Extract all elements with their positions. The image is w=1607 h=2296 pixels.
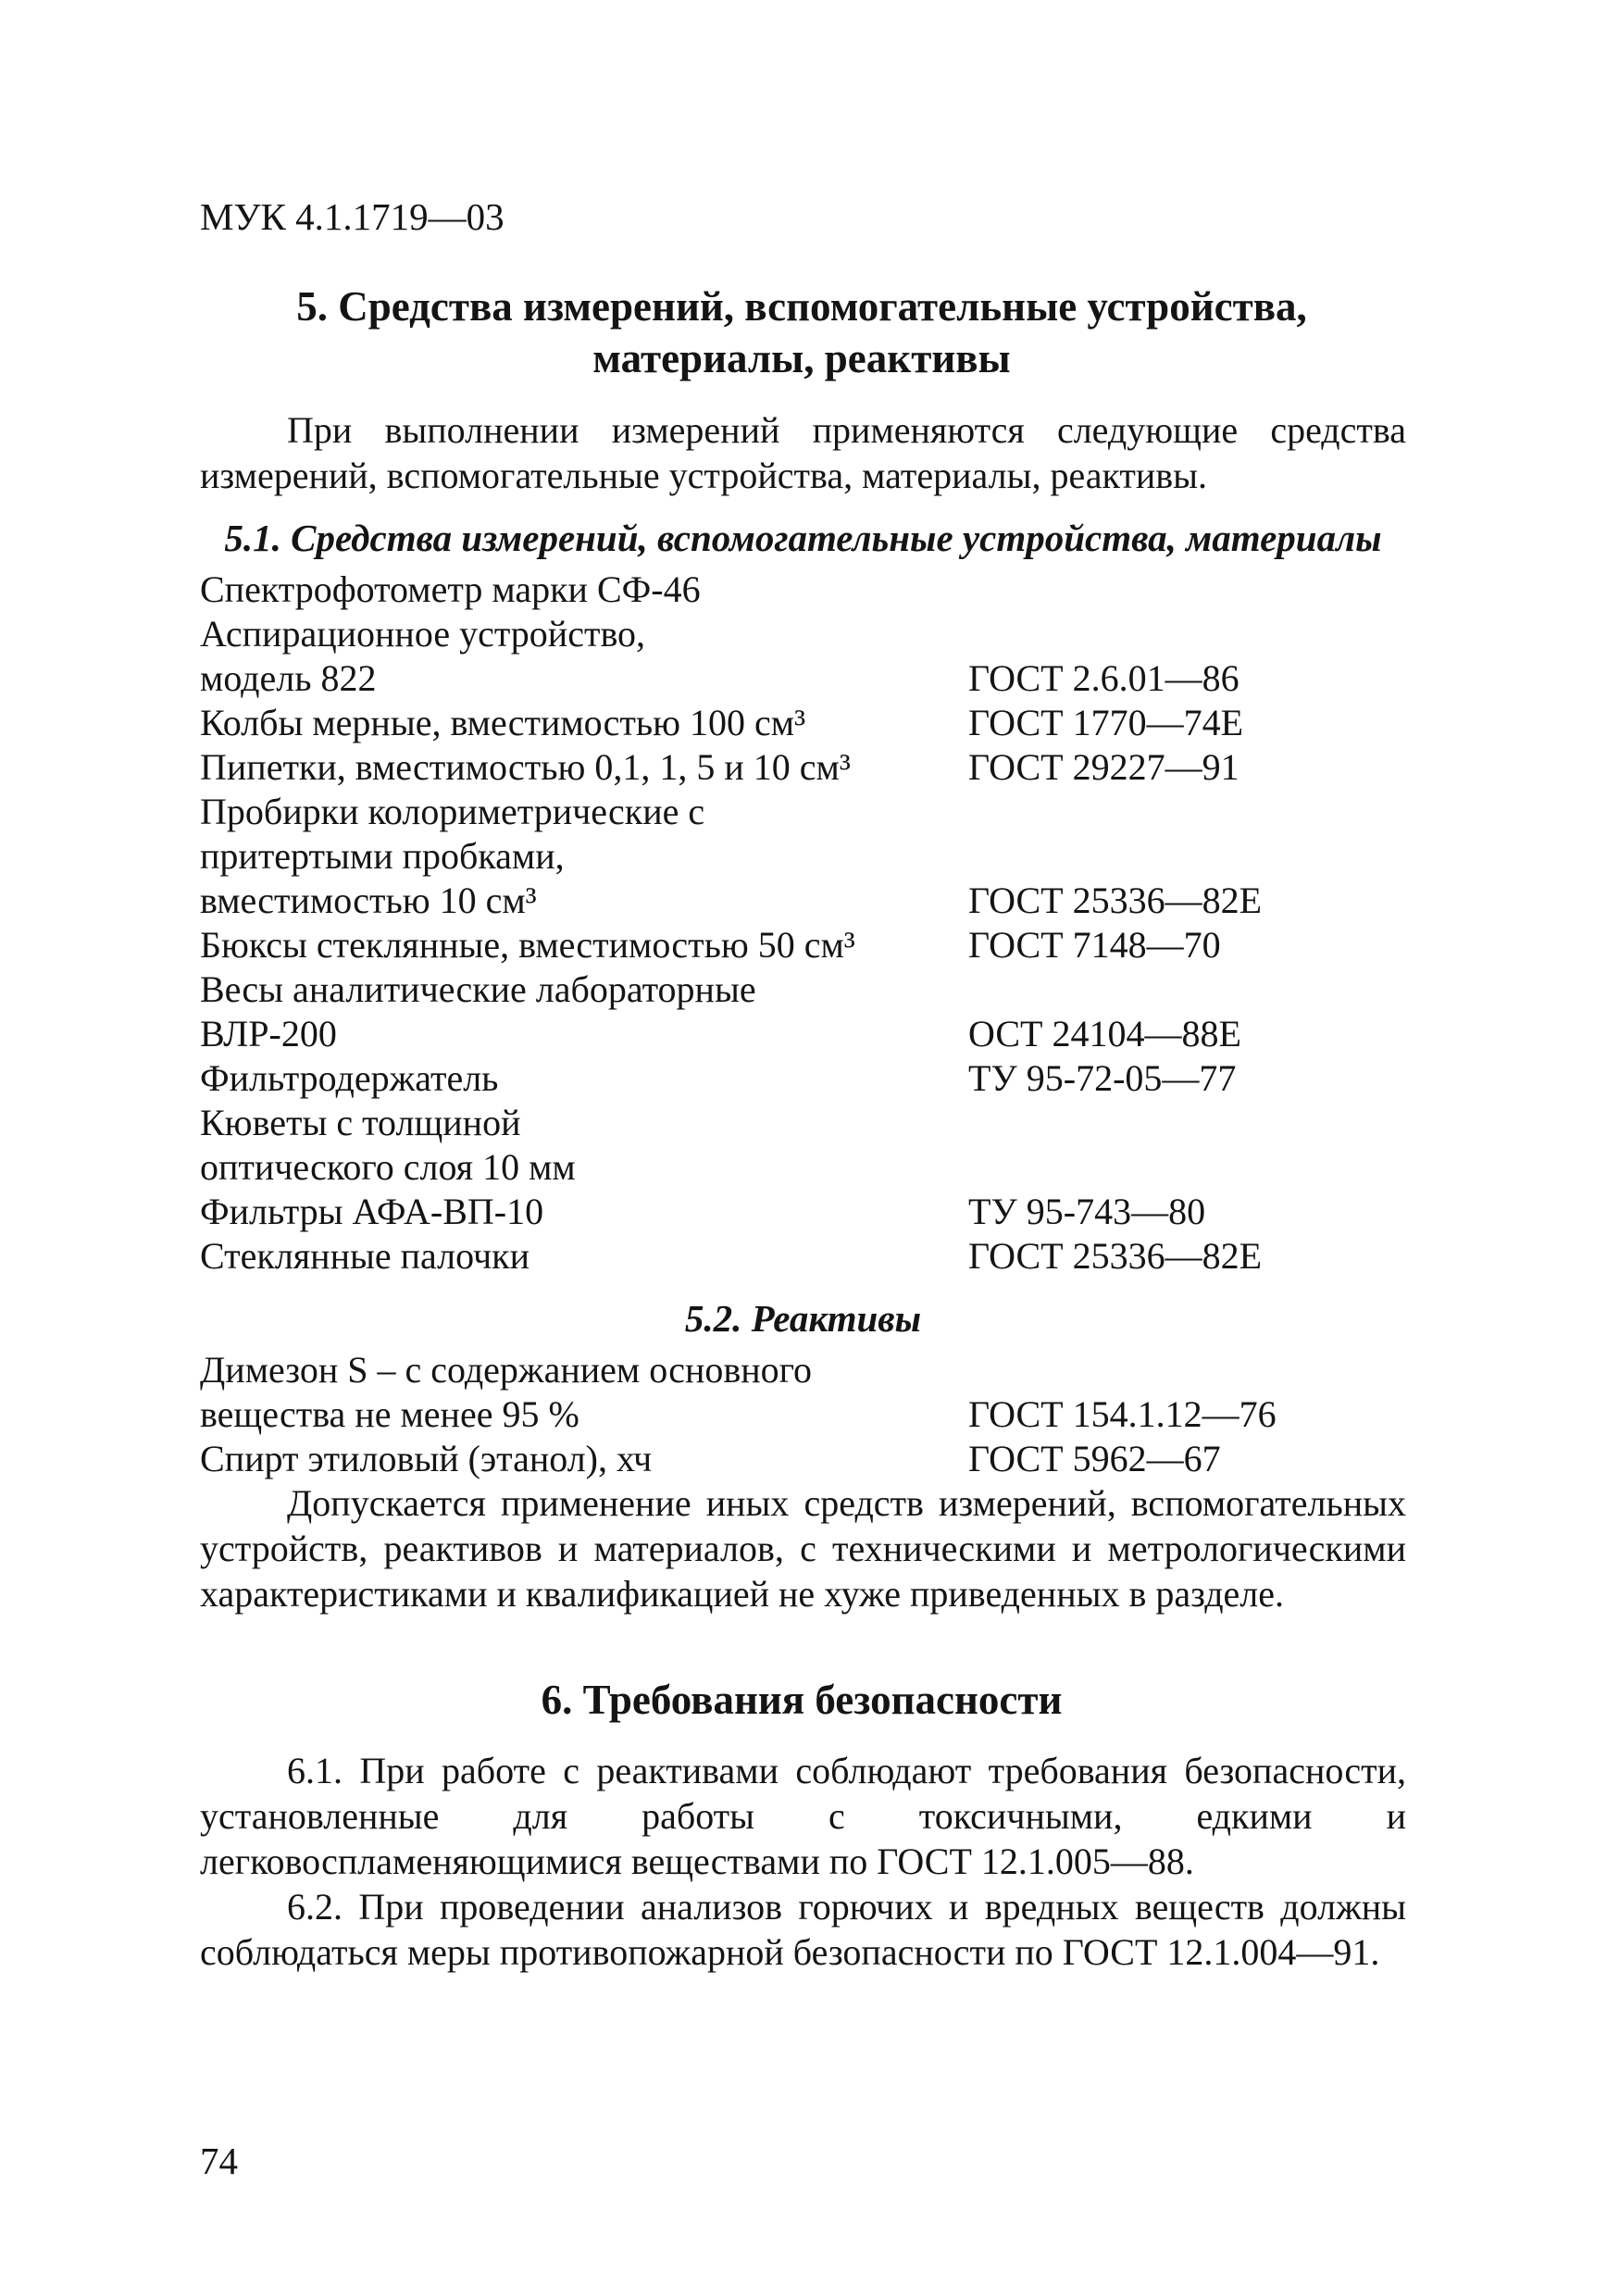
- safety-paragraph-6-1: 6.1. При работе с реактивами соблюдают требования безопасности, установленные для работы с токсичными, едкими и легковоспламеняющимися веществами по ГОСТ 12.1.005—88.: [200, 1750, 1406, 1882]
- list-item: [200, 1011, 1413, 1055]
- item-standard: ГОСТ 1770—74Е: [968, 702, 1244, 743]
- list-item: [200, 611, 1413, 655]
- item-name: притертыми пробками,: [200, 835, 565, 877]
- list-item: [200, 967, 1413, 1011]
- section-6-title: 6. Требования безопасности: [541, 1677, 1063, 1723]
- section-5-note: [200, 1480, 1406, 1616]
- item-name: Фильтродержатель: [200, 1057, 499, 1099]
- item-name: Колбы мерные, вместимостью 100 см³: [200, 702, 806, 743]
- item-standard: ГОСТ 25336—82Е: [968, 1235, 1263, 1277]
- item-standard: ГОСТ 25336—82Е: [968, 880, 1263, 921]
- equipment-list: [200, 567, 1413, 1278]
- list-item: [200, 1233, 1413, 1278]
- item-name: Спирт этиловый (этанол), хч: [200, 1438, 653, 1479]
- list-item: [200, 744, 1413, 789]
- list-item: [200, 567, 1413, 611]
- reagents-list: [200, 1347, 1413, 1480]
- item-standard: ТУ 95-743—80: [968, 1191, 1206, 1232]
- item-name: Кюветы с толщиной: [200, 1102, 521, 1143]
- item-name: Димезон S – с содержанием основного: [200, 1349, 813, 1391]
- item-name: вещества не менее 95 %: [200, 1393, 579, 1435]
- list-item: [200, 878, 1413, 922]
- item-name: Пробирки колориметрические с: [200, 791, 705, 832]
- list-item: [200, 1144, 1413, 1189]
- page-number: 74: [200, 2140, 238, 2182]
- list-item: [200, 1347, 1413, 1391]
- item-standard: ГОСТ 154.1.12—76: [968, 1393, 1277, 1435]
- safety-paragraph-6-2: 6.2. При проведении анализов горючих и вредных веществ должны соблюдаться меры противопожарной безопасности по ГОСТ 12.1.004—91.: [200, 1886, 1406, 1973]
- list-item: [200, 700, 1413, 744]
- list-item: [200, 833, 1413, 878]
- item-name: Бюксы стеклянные, вместимостью 50 см³: [200, 924, 855, 966]
- list-item: [200, 922, 1413, 967]
- note-paragraph: Допускается применение иных средств измерений, вспомогательных устройств, реактивов и материалов, с техническими и метрологическими характеристиками и квалификацией не хуже приведенных в разделе.: [200, 1482, 1406, 1615]
- list-item: [200, 655, 1413, 700]
- item-standard: ТУ 95-72-05—77: [968, 1057, 1237, 1099]
- item-standard: ОСТ 24104—88Е: [968, 1013, 1241, 1054]
- subsection-5-1-title: 5.1. Средства измерений, вспомогательные устройства, материалы: [224, 517, 1382, 559]
- intro-paragraph: При выполнении измерений применяются следующие средства измерений, вспомогательные устройства, материалы, реактивы.: [200, 409, 1406, 496]
- item-name: Спектрофотометр марки СФ-46: [200, 568, 701, 610]
- item-standard: ГОСТ 5962—67: [968, 1438, 1221, 1479]
- list-item: [200, 789, 1413, 833]
- item-name: Аспирационное устройство,: [200, 613, 646, 655]
- list-item: [200, 1100, 1413, 1144]
- item-name: оптического слоя 10 мм: [200, 1146, 576, 1188]
- item-name: Пипетки, вместимостью 0,1, 1, 5 и 10 см³: [200, 746, 851, 788]
- section-5-title-line-2: материалы, реактивы: [592, 335, 1011, 381]
- item-name: Весы аналитические лабораторные: [200, 968, 756, 1010]
- subsection-5-2-title: 5.2. Реактивы: [684, 1297, 922, 1340]
- item-standard: ГОСТ 29227—91: [968, 746, 1240, 788]
- section-6-body: [200, 1748, 1406, 1975]
- item-name: вместимостью 10 см³: [200, 880, 537, 921]
- document-code-header: МУК 4.1.1719—03: [200, 195, 505, 238]
- item-standard: ГОСТ 7148—70: [968, 924, 1221, 966]
- list-item: [200, 1436, 1413, 1480]
- item-standard: ГОСТ 2.6.01—86: [968, 657, 1240, 699]
- item-name: ВЛР-200: [200, 1013, 337, 1054]
- item-name: модель 822: [200, 657, 377, 699]
- list-item: [200, 1055, 1413, 1100]
- section-5-intro: [200, 407, 1406, 498]
- section-5-title-line-1: 5. Средства измерений, вспомогательные устройства,: [296, 283, 1307, 330]
- item-name: Стеклянные палочки: [200, 1235, 530, 1277]
- list-item: [200, 1391, 1413, 1436]
- list-item: [200, 1189, 1413, 1233]
- item-name: Фильтры АФА-ВП-10: [200, 1191, 544, 1232]
